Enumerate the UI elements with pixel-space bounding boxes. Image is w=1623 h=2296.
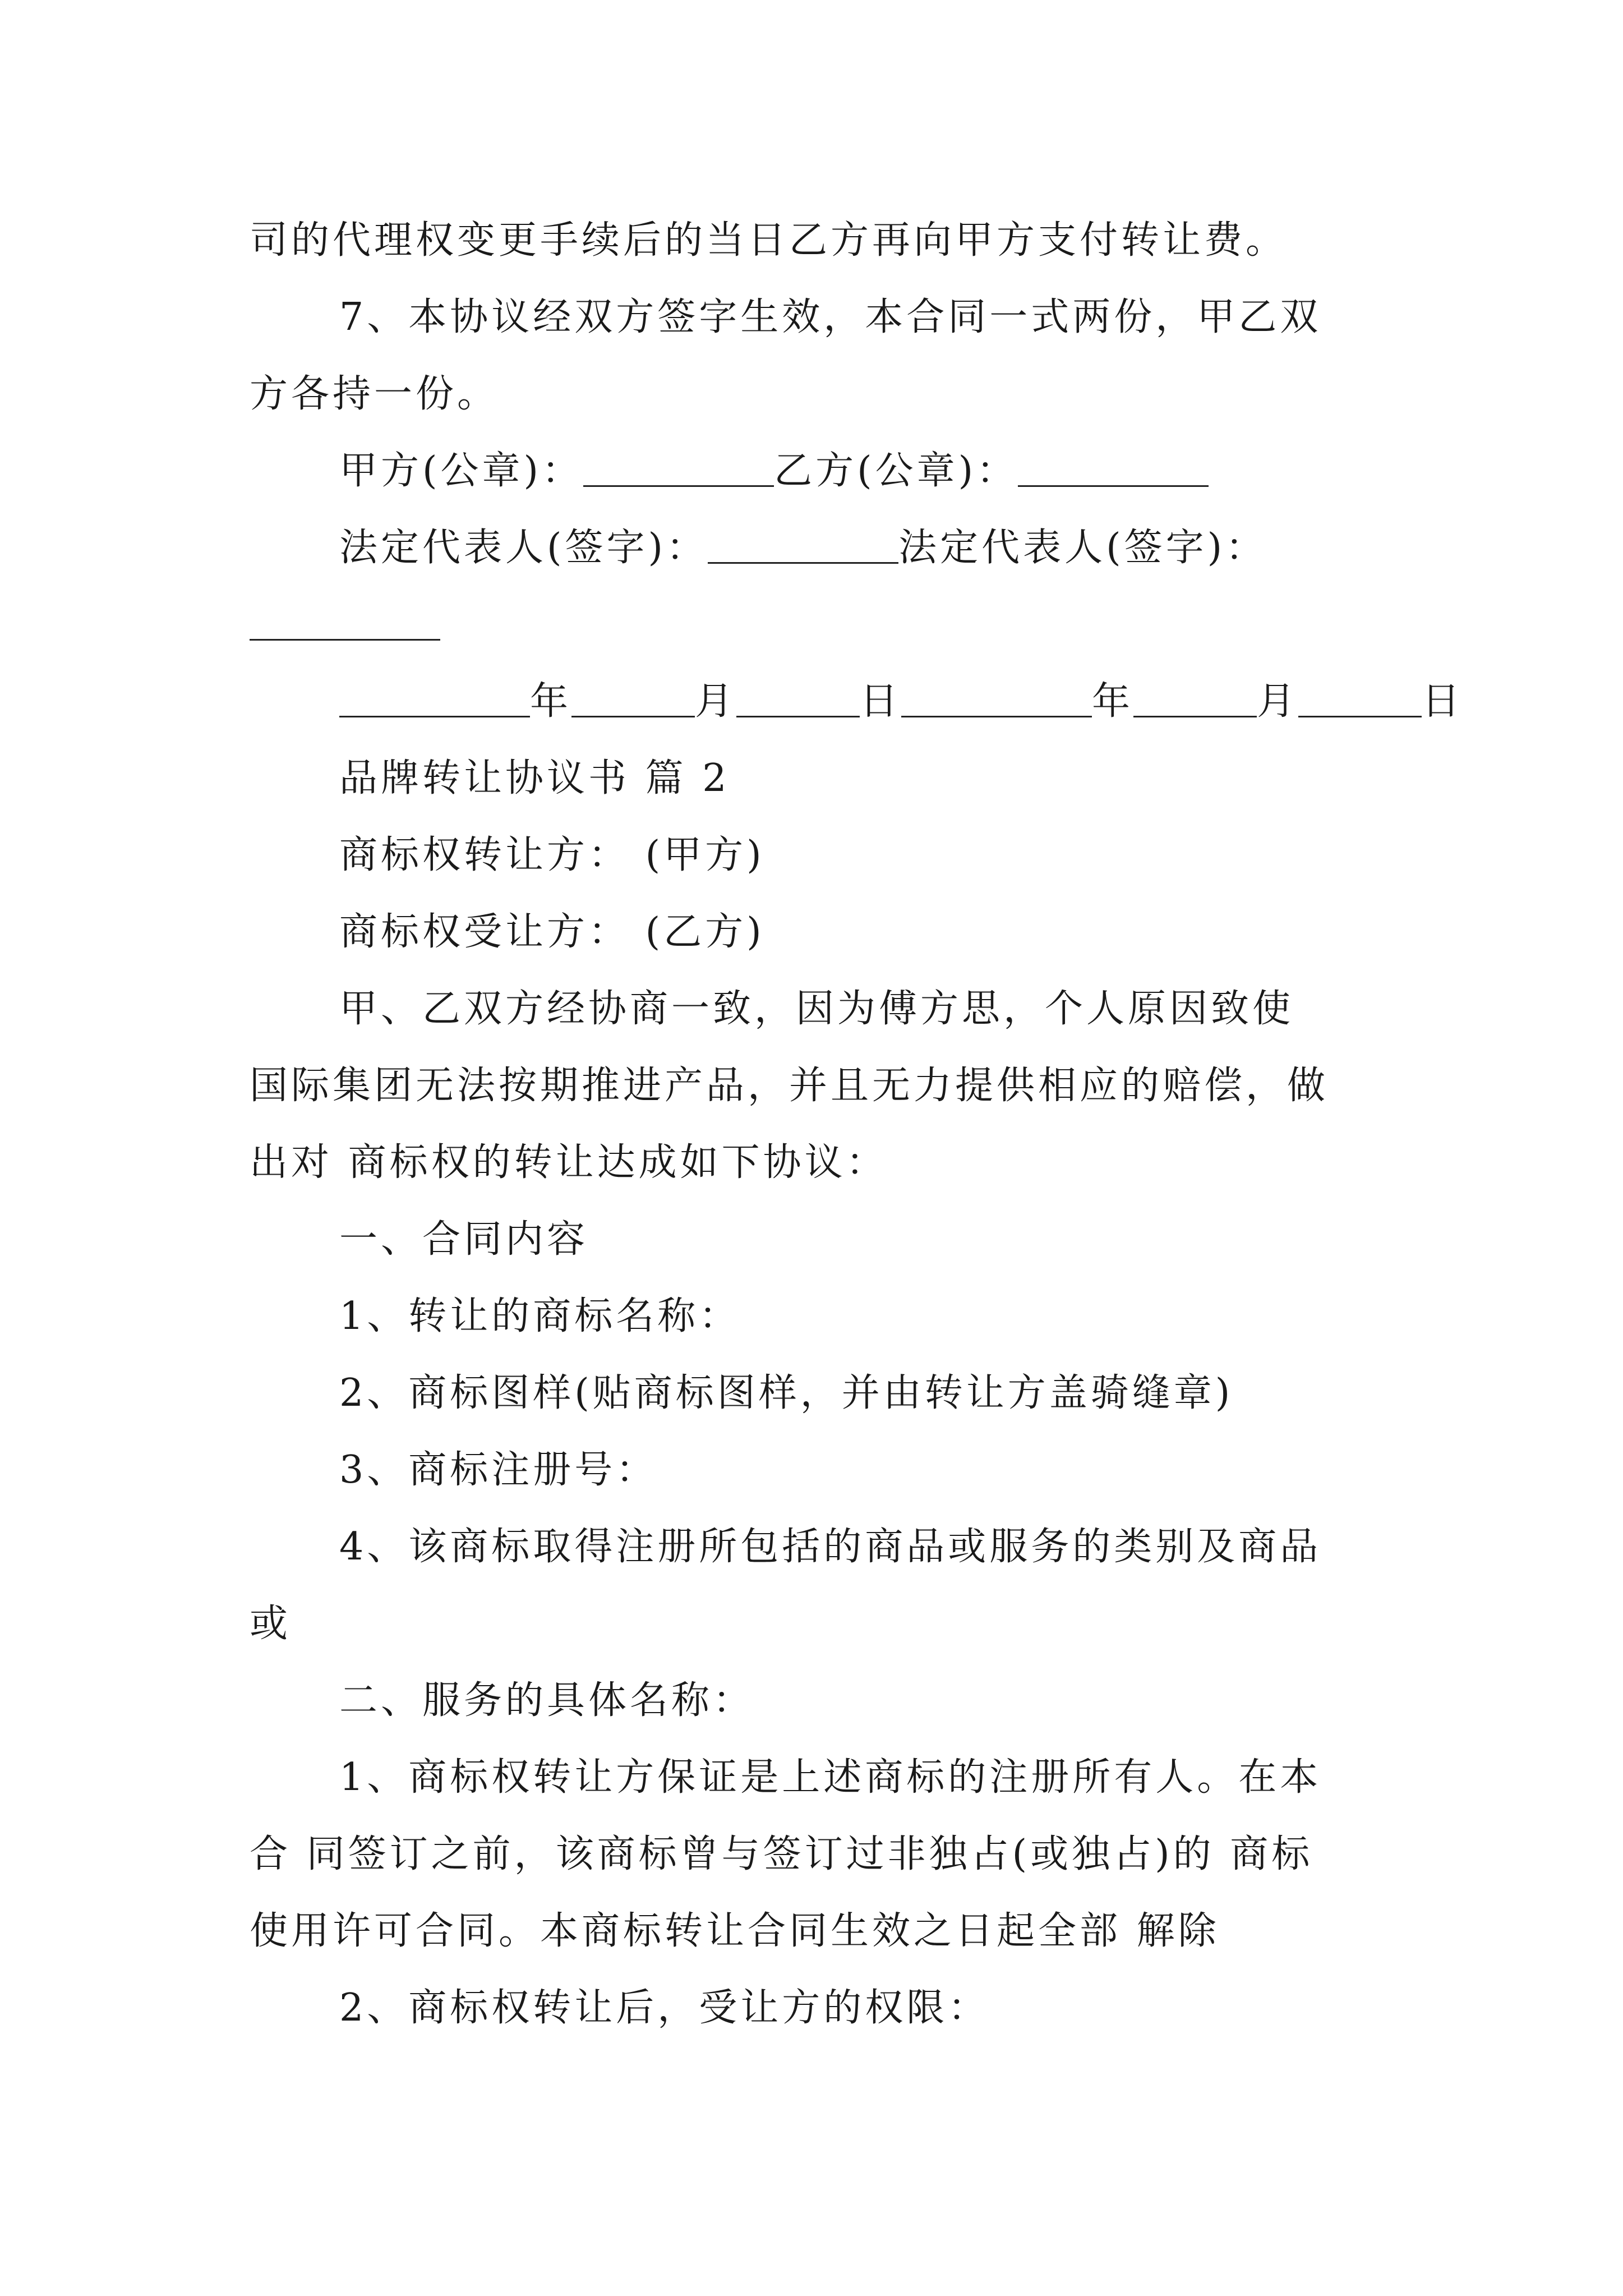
date-day-label: 日 <box>1422 679 1464 724</box>
text-line: 司的代理权变更手续后的当日乙方再向甲方支付转让费。 <box>250 218 1288 263</box>
date-year-label: 年 <box>530 679 572 724</box>
text-line: 4、该商标取得注册所包括的商品或服务的类别及商品 <box>339 1525 1322 1569</box>
signature-line-representative <box>339 526 1267 570</box>
text-line: 二、服务的具体名称： <box>339 1678 755 1723</box>
text-line: 3、商标注册号： <box>339 1448 658 1492</box>
text-line: 或 <box>250 1602 292 1646</box>
blank-field <box>1018 454 1209 487</box>
blank-field <box>250 608 440 641</box>
text-line: 2、商标图样(贴商标图样，并由转让方盖骑缝章) <box>339 1371 1234 1415</box>
text-line: 国际集团无法按期推进产品，并且无力提供相应的赔偿，做 <box>250 1064 1329 1108</box>
blank-field <box>708 531 898 564</box>
party-b-seal-label: 乙方(公章)： <box>774 449 1018 493</box>
text-line: 合 同签订之前，该商标曾与签订过非独占(或独占)的 商标 <box>250 1832 1313 1876</box>
blank-field <box>1133 684 1257 717</box>
text-line: 商标权转让方： (甲方) <box>339 833 765 877</box>
text-line: 方各持一份。 <box>250 372 499 416</box>
text-line: 使用许可合同。本商标转让合同生效之日起全部 解除 <box>250 1909 1220 1953</box>
text-line: 商标权受让方： (乙方) <box>339 910 765 954</box>
date-line <box>339 679 1464 724</box>
text-line: 出对 商标权的转让达成如下协议： <box>250 1140 888 1185</box>
text-line: 1、商标权转让方保证是上述商标的注册所有人。在本 <box>339 1755 1322 1800</box>
document-page <box>250 0 1464 2296</box>
text-line: 7、本协议经双方签字生效，本合同一式两份，甲乙双 <box>339 295 1322 339</box>
text-line: 1、转让的商标名称： <box>339 1294 741 1338</box>
party-b-representative-label: 法定代表人(签字)： <box>898 526 1267 570</box>
blank-field <box>736 684 860 717</box>
signature-line-continuation <box>250 606 440 644</box>
section-heading: 品牌转让协议书 篇 2 <box>339 756 730 800</box>
party-a-seal-label: 甲方(公章)： <box>339 449 584 493</box>
blank-field <box>1298 684 1422 717</box>
date-month-label: 月 <box>695 679 737 724</box>
blank-field <box>339 684 530 717</box>
blank-field <box>583 454 774 487</box>
date-year-label: 年 <box>1092 679 1134 724</box>
party-a-representative-label: 法定代表人(签字)： <box>339 526 708 570</box>
date-day-label: 日 <box>860 679 902 724</box>
date-month-label: 月 <box>1257 679 1299 724</box>
blank-field <box>571 684 695 717</box>
text-line: 2、商标权转让后，受让方的权限： <box>339 1986 990 2030</box>
blank-field <box>901 684 1092 717</box>
text-line: 一、合同内容 <box>339 1217 589 1262</box>
signature-line-seal <box>339 449 1209 493</box>
text-line: 甲、乙双方经协商一致，因为傅方思，个人原因致使 <box>339 987 1294 1031</box>
